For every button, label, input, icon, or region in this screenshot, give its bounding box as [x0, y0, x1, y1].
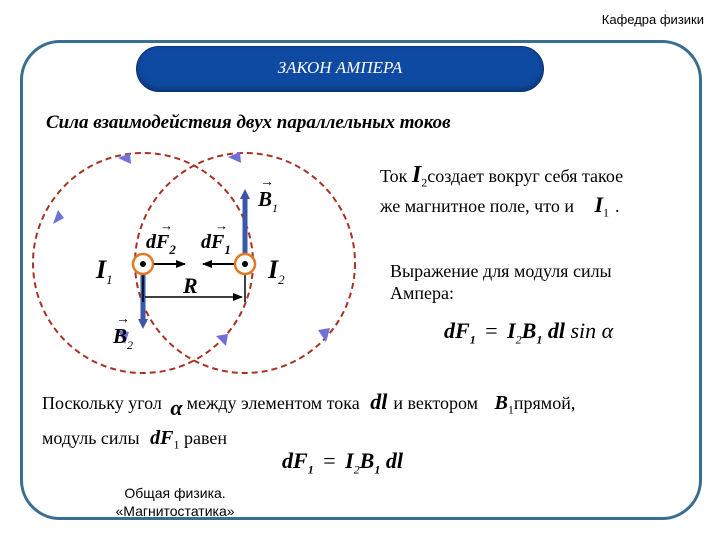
wire-2-dot: [242, 261, 248, 267]
paragraph-current-field-line2: же магнитное поле, что и $I_1$ .: [380, 191, 620, 220]
ampere-formula: $dF_1 = I_2B_1$ dl sin α: [444, 318, 614, 347]
f2-label: $dF_2$: [146, 231, 176, 257]
slide-title: ЗАКОН АМПЕРА: [277, 58, 403, 77]
paragraph-current-field: [380, 164, 623, 223]
course-footer-line1: Общая физика.: [124, 485, 226, 501]
distance-label: R: [183, 273, 198, 298]
course-footer-line2: «Магнитостатика»: [115, 503, 235, 519]
ampere-formula-perpendicular: $dF_1 = I_2B_1$ dl: [282, 448, 403, 477]
f1-overarrow: →: [215, 218, 228, 233]
circulation-arrow-3: [53, 210, 64, 224]
paragraph-conclusion-line2: модуль силы $dF_1$ равен: [42, 426, 227, 452]
b1-label: $B_1$: [258, 187, 279, 215]
paragraph-force-expression: [390, 260, 612, 304]
course-footer: [80, 484, 270, 520]
current1-label: $I_1$: [96, 255, 113, 287]
department-label: Кафедра физики: [601, 12, 704, 27]
paragraph-force-expression-line2: Ампера:: [390, 283, 455, 303]
paragraph-conclusion-line1: Поскольку угол α между элементом тока dl и вектором $B_1прямой$,: [42, 389, 576, 420]
wire-1-dot: [140, 261, 146, 267]
slide-subtitle: Сила взаимодействия двух параллельных токов: [46, 112, 451, 133]
current2-label: $I_2$: [268, 255, 285, 287]
f2-overarrow: →: [160, 218, 173, 233]
b2-label: $B_2$: [113, 324, 134, 352]
paragraph-current-field-line1: Ток $I_2создает$ вокруг себя такое: [380, 162, 624, 190]
b1-overarrow: →: [260, 175, 274, 190]
f1-label: $dF_1$: [201, 231, 231, 257]
paragraph-force-expression-line1: Выражение для модуля силы: [390, 261, 612, 281]
b2-overarrow: →: [116, 312, 130, 327]
